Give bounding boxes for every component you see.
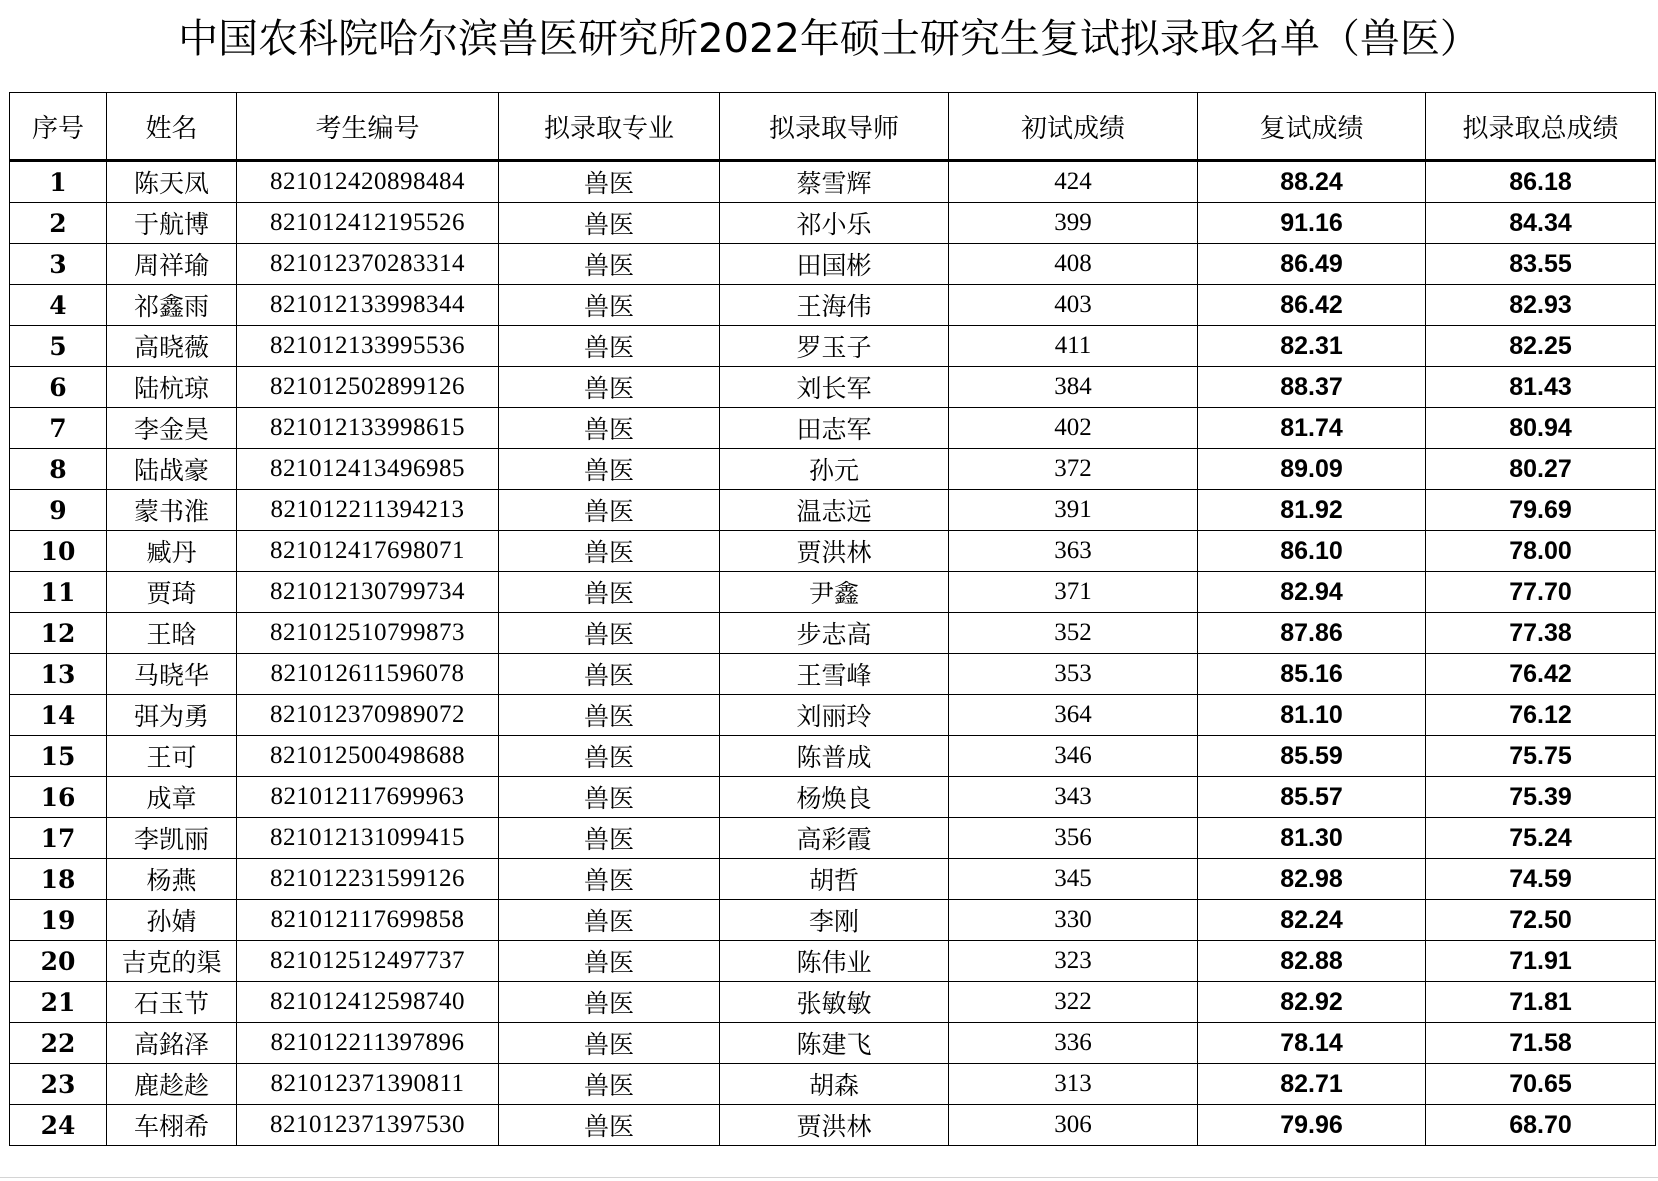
cell-advisor: 杨焕良 <box>720 777 949 818</box>
header-major: 拟录取专业 <box>499 93 720 161</box>
cell-prelim-score: 424 <box>949 161 1198 203</box>
cell-serial-number: 6 <box>10 367 107 408</box>
cell-name: 周祥瑜 <box>107 244 237 285</box>
cell-candidate-id: 821012231599126 <box>237 859 499 900</box>
cell-total-score: 71.58 <box>1426 1023 1656 1064</box>
cell-candidate-id: 821012117699858 <box>237 900 499 941</box>
cell-retest-score: 82.24 <box>1198 900 1426 941</box>
cell-name: 鹿趁趁 <box>107 1064 237 1105</box>
cell-retest-score: 82.88 <box>1198 941 1426 982</box>
cell-candidate-id: 821012413496985 <box>237 449 499 490</box>
cell-serial-number: 21 <box>10 982 107 1023</box>
page-title: 中国农科院哈尔滨兽医研究所2022年硕士研究生复试拟录取名单（兽医） <box>178 16 1480 62</box>
cell-retest-score: 79.96 <box>1198 1105 1426 1146</box>
cell-major: 兽医 <box>499 777 720 818</box>
cell-advisor: 尹鑫 <box>720 572 949 613</box>
cell-serial-number: 23 <box>10 1064 107 1105</box>
cell-prelim-score: 391 <box>949 490 1198 531</box>
table-row <box>10 695 1656 736</box>
cell-total-score: 79.69 <box>1426 490 1656 531</box>
cell-major: 兽医 <box>499 1105 720 1146</box>
table-row <box>10 367 1656 408</box>
cell-name: 高銘泽 <box>107 1023 237 1064</box>
cell-name: 臧丹 <box>107 531 237 572</box>
cell-total-score: 84.34 <box>1426 203 1656 244</box>
cell-prelim-score: 403 <box>949 285 1198 326</box>
cell-name: 蒙书淮 <box>107 490 237 531</box>
cell-retest-score: 89.09 <box>1198 449 1426 490</box>
cell-prelim-score: 408 <box>949 244 1198 285</box>
cell-major: 兽医 <box>499 613 720 654</box>
cell-prelim-score: 330 <box>949 900 1198 941</box>
table-row <box>10 490 1656 531</box>
cell-advisor: 王海伟 <box>720 285 949 326</box>
admission-table <box>9 92 1656 1146</box>
cell-prelim-score: 343 <box>949 777 1198 818</box>
cell-retest-score: 82.92 <box>1198 982 1426 1023</box>
cell-serial-number: 1 <box>10 161 107 203</box>
cell-retest-score: 81.74 <box>1198 408 1426 449</box>
cell-prelim-score: 371 <box>949 572 1198 613</box>
cell-total-score: 77.38 <box>1426 613 1656 654</box>
cell-total-score: 71.91 <box>1426 941 1656 982</box>
cell-advisor: 田志军 <box>720 408 949 449</box>
table-row <box>10 1023 1656 1064</box>
cell-serial-number: 7 <box>10 408 107 449</box>
cell-serial-number: 19 <box>10 900 107 941</box>
cell-total-score: 70.65 <box>1426 1064 1656 1105</box>
cell-serial-number: 15 <box>10 736 107 777</box>
cell-advisor: 蔡雪辉 <box>720 161 949 203</box>
cell-candidate-id: 821012417698071 <box>237 531 499 572</box>
cell-total-score: 86.18 <box>1426 161 1656 203</box>
header-serial-number: 序号 <box>10 93 107 161</box>
cell-total-score: 68.70 <box>1426 1105 1656 1146</box>
table-header-row <box>10 93 1656 161</box>
table-row <box>10 941 1656 982</box>
cell-advisor: 温志远 <box>720 490 949 531</box>
cell-major: 兽医 <box>499 900 720 941</box>
cell-major: 兽医 <box>499 941 720 982</box>
cell-candidate-id: 821012133998615 <box>237 408 499 449</box>
cell-retest-score: 86.10 <box>1198 531 1426 572</box>
cell-prelim-score: 372 <box>949 449 1198 490</box>
cell-major: 兽医 <box>499 859 720 900</box>
cell-name: 王可 <box>107 736 237 777</box>
cell-total-score: 80.27 <box>1426 449 1656 490</box>
header-retest-score: 复试成绩 <box>1198 93 1426 161</box>
cell-prelim-score: 336 <box>949 1023 1198 1064</box>
bottom-edge-line <box>0 1177 1658 1178</box>
cell-prelim-score: 411 <box>949 326 1198 367</box>
cell-major: 兽医 <box>499 203 720 244</box>
cell-advisor: 刘丽玲 <box>720 695 949 736</box>
cell-serial-number: 24 <box>10 1105 107 1146</box>
table-row <box>10 613 1656 654</box>
cell-candidate-id: 821012512497737 <box>237 941 499 982</box>
cell-advisor: 祁小乐 <box>720 203 949 244</box>
cell-prelim-score: 322 <box>949 982 1198 1023</box>
cell-serial-number: 4 <box>10 285 107 326</box>
table-row <box>10 818 1656 859</box>
cell-retest-score: 91.16 <box>1198 203 1426 244</box>
cell-serial-number: 17 <box>10 818 107 859</box>
cell-advisor: 陈普成 <box>720 736 949 777</box>
cell-retest-score: 82.31 <box>1198 326 1426 367</box>
table-body <box>10 161 1656 1146</box>
cell-name: 贾琦 <box>107 572 237 613</box>
cell-candidate-id: 821012371397530 <box>237 1105 499 1146</box>
cell-prelim-score: 313 <box>949 1064 1198 1105</box>
cell-candidate-id: 821012131099415 <box>237 818 499 859</box>
cell-candidate-id: 821012412195526 <box>237 203 499 244</box>
cell-major: 兽医 <box>499 695 720 736</box>
cell-serial-number: 22 <box>10 1023 107 1064</box>
cell-advisor: 贾洪林 <box>720 531 949 572</box>
cell-candidate-id: 821012510799873 <box>237 613 499 654</box>
cell-retest-score: 85.57 <box>1198 777 1426 818</box>
cell-advisor: 王雪峰 <box>720 654 949 695</box>
cell-retest-score: 82.98 <box>1198 859 1426 900</box>
cell-prelim-score: 353 <box>949 654 1198 695</box>
table-row <box>10 449 1656 490</box>
cell-retest-score: 81.30 <box>1198 818 1426 859</box>
cell-name: 祁鑫雨 <box>107 285 237 326</box>
cell-name: 孙婧 <box>107 900 237 941</box>
cell-total-score: 83.55 <box>1426 244 1656 285</box>
table-row <box>10 285 1656 326</box>
cell-total-score: 76.12 <box>1426 695 1656 736</box>
cell-major: 兽医 <box>499 367 720 408</box>
cell-serial-number: 16 <box>10 777 107 818</box>
cell-total-score: 77.70 <box>1426 572 1656 613</box>
cell-major: 兽医 <box>499 654 720 695</box>
cell-retest-score: 88.24 <box>1198 161 1426 203</box>
cell-advisor: 步志高 <box>720 613 949 654</box>
cell-total-score: 82.93 <box>1426 285 1656 326</box>
table-row <box>10 572 1656 613</box>
table-row <box>10 982 1656 1023</box>
cell-candidate-id: 821012211397896 <box>237 1023 499 1064</box>
cell-total-score: 75.24 <box>1426 818 1656 859</box>
cell-total-score: 75.39 <box>1426 777 1656 818</box>
cell-candidate-id: 821012371390811 <box>237 1064 499 1105</box>
cell-serial-number: 5 <box>10 326 107 367</box>
cell-candidate-id: 821012502899126 <box>237 367 499 408</box>
cell-advisor: 胡森 <box>720 1064 949 1105</box>
cell-serial-number: 11 <box>10 572 107 613</box>
cell-name: 李金昊 <box>107 408 237 449</box>
cell-advisor: 田国彬 <box>720 244 949 285</box>
cell-name: 于航博 <box>107 203 237 244</box>
cell-total-score: 80.94 <box>1426 408 1656 449</box>
cell-advisor: 陈伟业 <box>720 941 949 982</box>
cell-serial-number: 13 <box>10 654 107 695</box>
cell-retest-score: 88.37 <box>1198 367 1426 408</box>
cell-prelim-score: 352 <box>949 613 1198 654</box>
cell-name: 石玉节 <box>107 982 237 1023</box>
cell-serial-number: 12 <box>10 613 107 654</box>
cell-prelim-score: 363 <box>949 531 1198 572</box>
cell-advisor: 孙元 <box>720 449 949 490</box>
header-advisor: 拟录取导师 <box>720 93 949 161</box>
cell-total-score: 71.81 <box>1426 982 1656 1023</box>
cell-prelim-score: 364 <box>949 695 1198 736</box>
cell-prelim-score: 356 <box>949 818 1198 859</box>
cell-candidate-id: 821012211394213 <box>237 490 499 531</box>
cell-advisor: 张敏敏 <box>720 982 949 1023</box>
cell-total-score: 82.25 <box>1426 326 1656 367</box>
cell-major: 兽医 <box>499 736 720 777</box>
table-row <box>10 859 1656 900</box>
cell-retest-score: 87.86 <box>1198 613 1426 654</box>
header-total-score: 拟录取总成绩 <box>1426 93 1656 161</box>
cell-candidate-id: 821012133995536 <box>237 326 499 367</box>
cell-name: 成章 <box>107 777 237 818</box>
cell-prelim-score: 402 <box>949 408 1198 449</box>
cell-retest-score: 78.14 <box>1198 1023 1426 1064</box>
table-row <box>10 1064 1656 1105</box>
cell-name: 吉克的渠 <box>107 941 237 982</box>
cell-candidate-id: 821012500498688 <box>237 736 499 777</box>
cell-advisor: 贾洪林 <box>720 1105 949 1146</box>
cell-retest-score: 82.71 <box>1198 1064 1426 1105</box>
cell-serial-number: 20 <box>10 941 107 982</box>
cell-name: 马晓华 <box>107 654 237 695</box>
cell-major: 兽医 <box>499 982 720 1023</box>
cell-major: 兽医 <box>499 449 720 490</box>
cell-advisor: 刘长军 <box>720 367 949 408</box>
cell-serial-number: 14 <box>10 695 107 736</box>
cell-serial-number: 2 <box>10 203 107 244</box>
table-row <box>10 408 1656 449</box>
cell-name: 陈天凤 <box>107 161 237 203</box>
cell-total-score: 75.75 <box>1426 736 1656 777</box>
cell-retest-score: 82.94 <box>1198 572 1426 613</box>
cell-name: 弭为勇 <box>107 695 237 736</box>
cell-major: 兽医 <box>499 818 720 859</box>
cell-candidate-id: 821012133998344 <box>237 285 499 326</box>
table-row <box>10 736 1656 777</box>
header-prelim-score: 初试成绩 <box>949 93 1198 161</box>
table-row <box>10 203 1656 244</box>
cell-prelim-score: 345 <box>949 859 1198 900</box>
table-row <box>10 244 1656 285</box>
cell-major: 兽医 <box>499 1064 720 1105</box>
cell-total-score: 76.42 <box>1426 654 1656 695</box>
cell-candidate-id: 821012420898484 <box>237 161 499 203</box>
cell-retest-score: 85.59 <box>1198 736 1426 777</box>
cell-major: 兽医 <box>499 161 720 203</box>
cell-candidate-id: 821012370283314 <box>237 244 499 285</box>
cell-prelim-score: 346 <box>949 736 1198 777</box>
cell-total-score: 74.59 <box>1426 859 1656 900</box>
cell-advisor: 陈建飞 <box>720 1023 949 1064</box>
cell-total-score: 81.43 <box>1426 367 1656 408</box>
table-row <box>10 326 1656 367</box>
cell-advisor: 李刚 <box>720 900 949 941</box>
cell-total-score: 78.00 <box>1426 531 1656 572</box>
header-candidate-id: 考生编号 <box>237 93 499 161</box>
cell-serial-number: 3 <box>10 244 107 285</box>
cell-serial-number: 10 <box>10 531 107 572</box>
cell-name: 高晓薇 <box>107 326 237 367</box>
cell-prelim-score: 306 <box>949 1105 1198 1146</box>
cell-name: 王晗 <box>107 613 237 654</box>
cell-advisor: 高彩霞 <box>720 818 949 859</box>
cell-major: 兽医 <box>499 408 720 449</box>
header-name: 姓名 <box>107 93 237 161</box>
table-row <box>10 531 1656 572</box>
table-row <box>10 654 1656 695</box>
cell-advisor: 胡哲 <box>720 859 949 900</box>
cell-retest-score: 86.49 <box>1198 244 1426 285</box>
table-row <box>10 900 1656 941</box>
cell-major: 兽医 <box>499 490 720 531</box>
cell-candidate-id: 821012117699963 <box>237 777 499 818</box>
table-row <box>10 161 1656 203</box>
cell-retest-score: 81.92 <box>1198 490 1426 531</box>
cell-total-score: 72.50 <box>1426 900 1656 941</box>
cell-major: 兽医 <box>499 1023 720 1064</box>
table-row <box>10 777 1656 818</box>
cell-name: 陆杭琼 <box>107 367 237 408</box>
cell-retest-score: 86.42 <box>1198 285 1426 326</box>
cell-name: 车栩希 <box>107 1105 237 1146</box>
cell-prelim-score: 399 <box>949 203 1198 244</box>
cell-candidate-id: 821012412598740 <box>237 982 499 1023</box>
cell-advisor: 罗玉子 <box>720 326 949 367</box>
cell-serial-number: 18 <box>10 859 107 900</box>
cell-retest-score: 81.10 <box>1198 695 1426 736</box>
table-row <box>10 1105 1656 1146</box>
cell-candidate-id: 821012370989072 <box>237 695 499 736</box>
cell-prelim-score: 323 <box>949 941 1198 982</box>
cell-major: 兽医 <box>499 285 720 326</box>
cell-name: 杨燕 <box>107 859 237 900</box>
cell-prelim-score: 384 <box>949 367 1198 408</box>
cell-name: 陆战豪 <box>107 449 237 490</box>
cell-major: 兽医 <box>499 531 720 572</box>
cell-candidate-id: 821012130799734 <box>237 572 499 613</box>
cell-major: 兽医 <box>499 244 720 285</box>
cell-serial-number: 8 <box>10 449 107 490</box>
cell-serial-number: 9 <box>10 490 107 531</box>
cell-major: 兽医 <box>499 572 720 613</box>
cell-retest-score: 85.16 <box>1198 654 1426 695</box>
cell-candidate-id: 821012611596078 <box>237 654 499 695</box>
cell-name: 李凯丽 <box>107 818 237 859</box>
cell-major: 兽医 <box>499 326 720 367</box>
